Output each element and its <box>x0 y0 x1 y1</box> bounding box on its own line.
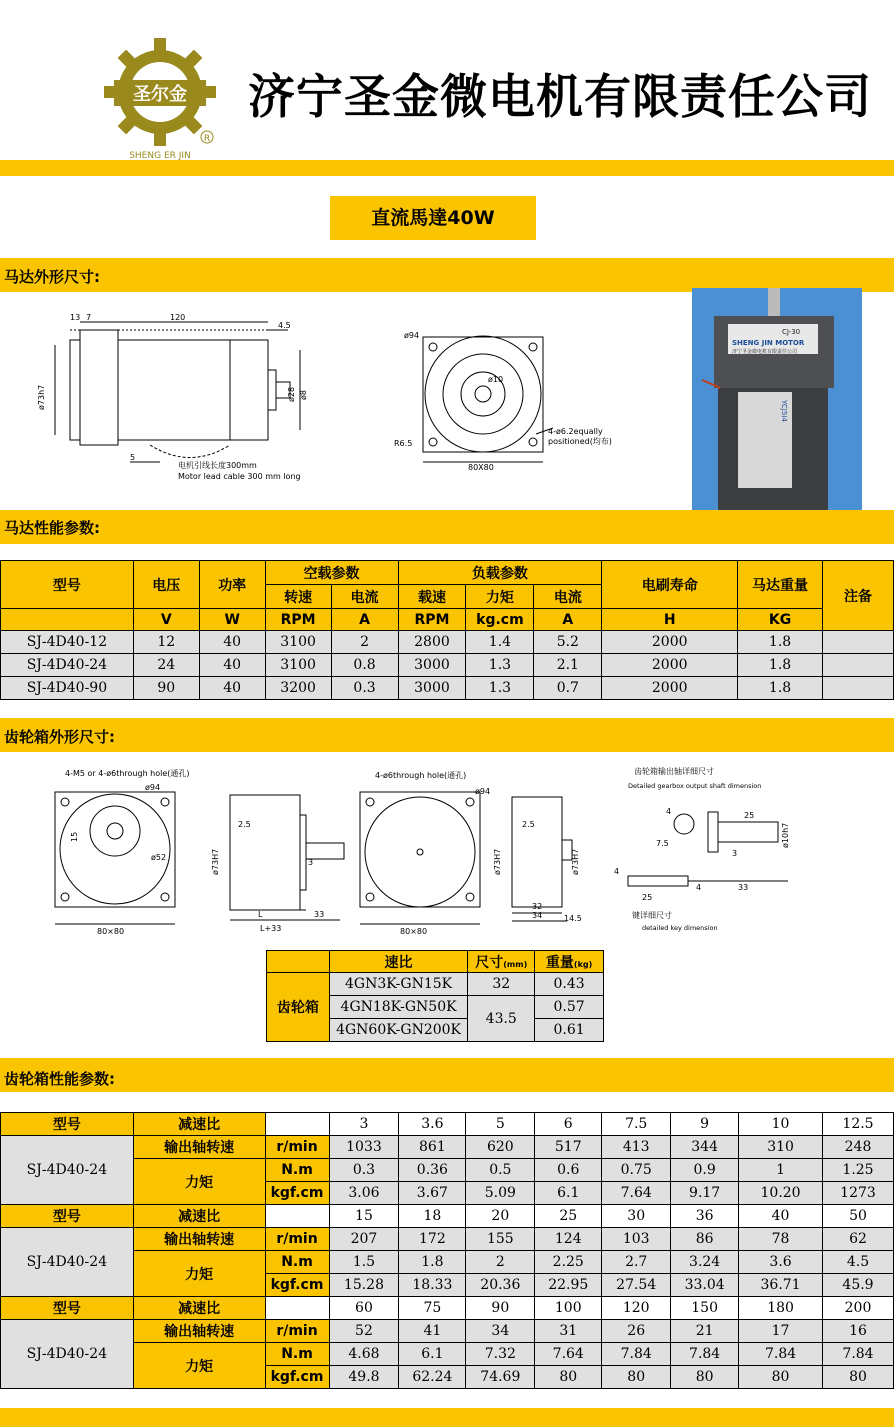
ratio-cell: 30 <box>602 1205 671 1228</box>
shaft-detail-drawing <box>608 764 798 936</box>
th-speed: 转速 <box>265 585 331 609</box>
unit-kgf: kgf.cm <box>265 1182 329 1205</box>
unit-cell: KG <box>738 609 823 631</box>
speed-cell: 861 <box>399 1136 466 1159</box>
dim-3-a: 3 <box>308 858 314 867</box>
label-torque: 力矩 <box>133 1251 265 1297</box>
table-row <box>1 1205 894 1228</box>
speed-cell: 413 <box>602 1136 671 1159</box>
torque-nm-cell: 7.84 <box>739 1343 823 1366</box>
dim-33-b: 33 <box>738 883 749 892</box>
size-80-a: 80×80 <box>97 927 125 936</box>
torque-kgf-cell: 7.64 <box>602 1182 671 1205</box>
ratio-cell: 9 <box>671 1113 739 1136</box>
torque-nm-cell: 2.7 <box>602 1251 671 1274</box>
dim-3-b: 3 <box>732 849 738 858</box>
label-speed: 输出轴转速 <box>133 1320 265 1343</box>
th-current: 电流 <box>331 585 398 609</box>
weight-cell: 0.57 <box>535 996 604 1019</box>
table-row: SJ-4D40-24 24 40 3100 0.8 3000 1.3 2.1 2000 1.8 <box>1 654 894 677</box>
photo-label: CJ-30 <box>782 328 801 336</box>
speed-cell: 52 <box>329 1320 399 1343</box>
torque-nm-cell: 0.75 <box>602 1159 671 1182</box>
table-row <box>1 1159 894 1182</box>
th-load-current: 电流 <box>534 585 602 609</box>
torque-kgf-cell: 3.06 <box>329 1182 399 1205</box>
speed-cell: 124 <box>535 1228 602 1251</box>
model-cell: SJ-4D40-24 <box>1 1228 134 1297</box>
dim-32: 32 <box>532 902 543 911</box>
photo-brand: SHENG JIN MOTOR <box>732 339 805 347</box>
weight-cell: 0.61 <box>535 1019 604 1042</box>
torque-kgf-cell: 9.17 <box>671 1182 739 1205</box>
speed-cell: 21 <box>671 1320 739 1343</box>
ratio-cell: 75 <box>399 1297 466 1320</box>
torque-kgf-cell: 33.04 <box>671 1274 739 1297</box>
section-title-motor-perf: 马达性能参数: <box>4 519 100 537</box>
torque-kgf-cell: 18.33 <box>399 1274 466 1297</box>
size-cell: 43.5 <box>468 996 535 1042</box>
dim-34: 34 <box>532 911 543 920</box>
row-label-gearbox: 齿轮箱 <box>267 973 330 1042</box>
speed-cell: 103 <box>602 1228 671 1251</box>
table-row <box>1 1297 894 1320</box>
table-row <box>1 1320 894 1343</box>
unit-cell: V <box>133 609 199 631</box>
unit-speed: r/min <box>265 1320 329 1343</box>
torque-nm-cell: 0.9 <box>671 1159 739 1182</box>
speed-cell: 41 <box>399 1320 466 1343</box>
ratio-cell: 18 <box>399 1205 466 1228</box>
gearbox-side-drawing-a <box>210 785 360 935</box>
torque-nm-cell: 0.36 <box>399 1159 466 1182</box>
divider-bar <box>0 160 894 176</box>
speed-cell: 34 <box>466 1320 535 1343</box>
section-title-gearbox-dims: 齿轮箱外形尺寸: <box>4 728 115 746</box>
label-torque: 力矩 <box>133 1159 265 1205</box>
ratio-cell: 4GN18K-GN50K <box>329 996 468 1019</box>
unit-cell: RPM <box>398 609 466 631</box>
ratio-cell: 100 <box>535 1297 602 1320</box>
product-title: 直流馬達40W <box>330 196 536 240</box>
detail-en: Detailed gearbox output shaft dimension <box>628 782 762 790</box>
dim-14.5: 14.5 <box>564 914 582 923</box>
weight-cell: 0.43 <box>535 973 604 996</box>
th-torque: 力矩 <box>466 585 534 609</box>
torque-nm-cell: 7.84 <box>671 1343 739 1366</box>
torque-nm-cell: 7.64 <box>535 1343 602 1366</box>
torque-nm-cell: 4.5 <box>823 1251 894 1274</box>
th-weight: 马达重量 <box>738 561 823 609</box>
torque-nm-cell: 2 <box>466 1251 535 1274</box>
ratio-cell: 3.6 <box>399 1113 466 1136</box>
th-load: 负载参数 <box>398 561 602 585</box>
ratio-cell: 12.5 <box>823 1113 894 1136</box>
ratio-cell: 90 <box>466 1297 535 1320</box>
gearbox-front-drawing-b <box>355 764 500 936</box>
torque-nm-cell: 3.24 <box>671 1251 739 1274</box>
th-note: 注备 <box>823 561 894 631</box>
key-title: 键详细尺寸 <box>632 911 672 920</box>
ratio-cell: 25 <box>535 1205 602 1228</box>
section-bar <box>0 718 894 752</box>
torque-kgf-cell: 80 <box>602 1366 671 1389</box>
speed-cell: 248 <box>823 1136 894 1159</box>
torque-nm-cell: 4.68 <box>329 1343 399 1366</box>
key-en: detailed key dimension <box>642 924 718 932</box>
speed-cell: 1033 <box>329 1136 399 1159</box>
ratio-cell: 15 <box>329 1205 399 1228</box>
th-power: 功率 <box>199 561 265 609</box>
section-bar <box>0 510 894 544</box>
torque-nm-cell: 2.25 <box>535 1251 602 1274</box>
torque-kgf-cell: 49.8 <box>329 1366 399 1389</box>
section-bar <box>0 1058 894 1092</box>
th-brush-life: 电刷寿命 <box>602 561 738 609</box>
torque-nm-cell: 3.6 <box>739 1251 823 1274</box>
motor-spec-table <box>0 560 894 700</box>
blank-cell <box>265 1205 329 1228</box>
th-no-load: 空载参数 <box>265 561 398 585</box>
label-model: 型号 <box>1 1297 134 1320</box>
torque-nm-cell: 6.1 <box>399 1343 466 1366</box>
table-row: SJ-4D40-12 12 40 3100 2 2800 1.4 5.2 2000 1.8 <box>1 631 894 654</box>
unit-blank <box>1 609 134 631</box>
label-model: 型号 <box>1 1205 134 1228</box>
ratio-cell: 120 <box>602 1297 671 1320</box>
logo-sub: SHENG ER JIN <box>129 151 191 160</box>
torque-nm-cell: 0.5 <box>466 1159 535 1182</box>
ratio-cell: 60 <box>329 1297 399 1320</box>
speed-cell: 78 <box>739 1228 823 1251</box>
blank-cell <box>265 1113 329 1136</box>
unit-nm: N.m <box>265 1251 329 1274</box>
torque-kgf-cell: 6.1 <box>535 1182 602 1205</box>
lead-en: Motor lead cable 300 mm long <box>178 472 301 481</box>
speed-cell: 31 <box>535 1320 602 1343</box>
ratio-cell: 200 <box>823 1297 894 1320</box>
ratio-cell: 4GN3K-GN15K <box>329 973 468 996</box>
th-voltage: 电压 <box>133 561 199 609</box>
gearbox-ratio-table <box>266 950 604 1042</box>
model-cell: SJ-4D40-24 <box>1 1320 134 1389</box>
dia-94-a: ø94 <box>145 783 161 792</box>
section-bar <box>0 258 894 292</box>
torque-nm-cell: 7.84 <box>602 1343 671 1366</box>
dim-5: 5 <box>130 453 136 462</box>
unit-cell: RPM <box>265 609 331 631</box>
table-row <box>1 1343 894 1366</box>
unit-nm: N.m <box>265 1343 329 1366</box>
dim-33-a: 33 <box>314 910 325 919</box>
dim-L33: L+33 <box>260 924 282 933</box>
torque-kgf-cell: 22.95 <box>535 1274 602 1297</box>
section-title-motor-dims: 马达外形尺寸: <box>4 268 100 286</box>
speed-cell: 62 <box>823 1228 894 1251</box>
lead-cn: 电机引线长度300mm <box>178 461 257 470</box>
torque-kgf-cell: 27.54 <box>602 1274 671 1297</box>
size-cell: 32 <box>468 973 535 996</box>
gearbox-front-drawing-a <box>35 764 195 936</box>
dim-4-c: 4 <box>696 883 702 892</box>
torque-kgf-cell: 10.20 <box>739 1182 823 1205</box>
gearbox-side-drawing-b <box>492 785 602 935</box>
label-ratio: 减速比 <box>133 1113 265 1136</box>
table-row: SJ-4D40-90 90 40 3200 0.3 3000 1.3 0.7 2000 1.8 <box>1 677 894 700</box>
torque-kgf-cell: 74.69 <box>466 1366 535 1389</box>
section-title-gearbox-perf: 齿轮箱性能参数: <box>4 1070 115 1088</box>
table-row <box>1 1228 894 1251</box>
torque-kgf-cell: 45.9 <box>823 1274 894 1297</box>
ratio-cell: 150 <box>671 1297 739 1320</box>
unit-cell: A <box>331 609 398 631</box>
unit-speed: r/min <box>265 1228 329 1251</box>
dia-10h7: ø10h7 <box>781 822 790 848</box>
blank-cell <box>265 1297 329 1320</box>
torque-nm-cell: 0.6 <box>535 1159 602 1182</box>
unit-cell: kg.cm <box>466 609 534 631</box>
unit-speed: r/min <box>265 1136 329 1159</box>
ratio-cell: 6 <box>535 1113 602 1136</box>
torque-nm-cell: 1 <box>739 1159 823 1182</box>
dia-52: ø52 <box>151 853 167 862</box>
speed-cell: 620 <box>466 1136 535 1159</box>
logo-text: 圣尔金 <box>133 84 187 105</box>
speed-cell: 517 <box>535 1136 602 1159</box>
motor-side-drawing <box>30 300 320 490</box>
speed-cell: 17 <box>739 1320 823 1343</box>
dia-28: ø28 <box>287 386 296 402</box>
ratio-cell: 10 <box>739 1113 823 1136</box>
torque-kgf-cell: 80 <box>535 1366 602 1389</box>
torque-kgf-cell: 80 <box>739 1366 823 1389</box>
unit-cell: H <box>602 609 738 631</box>
dim-2.5-b: 2.5 <box>522 820 535 829</box>
th-ratio: 速比 <box>329 951 468 973</box>
label-torque: 力矩 <box>133 1343 265 1389</box>
torque-kgf-cell: 5.09 <box>466 1182 535 1205</box>
table-row <box>1 1113 894 1136</box>
gearbox-perf-table <box>0 1112 894 1389</box>
size-80-b: 80×80 <box>400 927 428 936</box>
photo-model: YCJ5I4 <box>780 400 788 422</box>
label-speed: 输出轴转速 <box>133 1228 265 1251</box>
dia-73: ø73h7 <box>37 384 46 410</box>
table-row <box>1 1136 894 1159</box>
dim-4: 4 <box>666 807 672 816</box>
ratio-cell: 50 <box>823 1205 894 1228</box>
label-model: 型号 <box>1 1113 134 1136</box>
torque-nm-cell: 1.8 <box>399 1251 466 1274</box>
speed-cell: 310 <box>739 1136 823 1159</box>
speed-cell: 16 <box>823 1320 894 1343</box>
torque-kgf-cell: 20.36 <box>466 1274 535 1297</box>
ratio-cell: 3 <box>329 1113 399 1136</box>
label-ratio: 减速比 <box>133 1297 265 1320</box>
torque-kgf-cell: 1273 <box>823 1182 894 1205</box>
unit-kgf: kgf.cm <box>265 1366 329 1389</box>
unit-cell: A <box>534 609 602 631</box>
motor-photo <box>692 288 862 510</box>
torque-nm-cell: 1.5 <box>329 1251 399 1274</box>
th-model: 型号 <box>1 561 134 609</box>
ratio-cell: 5 <box>466 1113 535 1136</box>
torque-nm-cell: 7.84 <box>823 1343 894 1366</box>
motor-front-drawing <box>388 322 628 472</box>
torque-kgf-cell: 3.67 <box>399 1182 466 1205</box>
dim-7: 7 <box>86 313 92 322</box>
model-cell: SJ-4D40-24 <box>1 1136 134 1205</box>
footer-bar <box>0 1408 894 1427</box>
holes-a: 4-M5 or 4-ø6through hole(通孔) <box>65 769 190 778</box>
detail-title: 齿轮箱输出轴详细尺寸 <box>634 767 714 776</box>
page-header <box>0 0 894 160</box>
dim-120: 120 <box>170 313 186 322</box>
ratio-cell: 4GN60K-GN200K <box>329 1019 468 1042</box>
speed-cell: 172 <box>399 1228 466 1251</box>
ratio-cell: 7.5 <box>602 1113 671 1136</box>
dia-94-b: ø94 <box>475 787 491 796</box>
company-logo <box>100 34 220 160</box>
unit-cell: W <box>199 609 265 631</box>
dim-25-c: 25 <box>642 893 653 902</box>
torque-nm-cell: 1.25 <box>823 1159 894 1182</box>
svg-text:R: R <box>203 134 211 144</box>
th-blank <box>267 951 330 973</box>
speed-cell: 344 <box>671 1136 739 1159</box>
dim-4.5: 4.5 <box>278 321 291 330</box>
torque-kgf-cell: 15.28 <box>329 1274 399 1297</box>
dia-73-b: ø73H7 <box>493 848 502 875</box>
r-6.5: R6.5 <box>394 439 413 448</box>
ratio-cell: 20 <box>466 1205 535 1228</box>
speed-cell: 207 <box>329 1228 399 1251</box>
th-load-speed: 载速 <box>398 585 466 609</box>
dia-73-b2: ø73H7 <box>571 848 580 875</box>
speed-cell: 86 <box>671 1228 739 1251</box>
dim-15: 15 <box>70 831 79 842</box>
dia-8: ø8 <box>299 390 308 400</box>
speed-cell: 155 <box>466 1228 535 1251</box>
torque-kgf-cell: 36.71 <box>739 1274 823 1297</box>
torque-nm-cell: 0.3 <box>329 1159 399 1182</box>
unit-nm: N.m <box>265 1159 329 1182</box>
torque-kgf-cell: 80 <box>823 1366 894 1389</box>
dim-4-b: 4 <box>614 867 620 876</box>
table-row <box>1 1251 894 1274</box>
holes-note: 4-ø6.2equally <box>548 427 603 436</box>
photo-maker: 济宁圣金微电机有限责任公司 <box>732 349 798 355</box>
ratio-cell: 40 <box>739 1205 823 1228</box>
dim-13: 13 <box>70 313 81 322</box>
dia-10: ø10 <box>488 375 504 384</box>
dia-73-a: ø73H7 <box>211 848 220 875</box>
th-weight: 重量(kg) <box>535 951 604 973</box>
speed-cell: 26 <box>602 1320 671 1343</box>
ratio-cell: 180 <box>739 1297 823 1320</box>
holes-note-2: positioned(均布) <box>548 437 612 446</box>
dia-94-front: ø94 <box>404 331 420 340</box>
dim-2.5-a: 2.5 <box>238 820 251 829</box>
label-ratio: 减速比 <box>133 1205 265 1228</box>
th-size: 尺寸(mm) <box>468 951 535 973</box>
ratio-cell: 36 <box>671 1205 739 1228</box>
torque-kgf-cell: 62.24 <box>399 1366 466 1389</box>
dim-7.5: 7.5 <box>656 839 669 848</box>
torque-kgf-cell: 80 <box>671 1366 739 1389</box>
holes-b: 4-ø6through hole(通孔) <box>375 771 467 780</box>
size-80x80: 80X80 <box>468 463 494 472</box>
torque-nm-cell: 7.32 <box>466 1343 535 1366</box>
dim-25: 25 <box>744 811 755 820</box>
label-speed: 输出轴转速 <box>133 1136 265 1159</box>
company-name: 济宁圣金微电机有限责任公司 <box>248 70 872 125</box>
dim-L: L <box>258 910 263 919</box>
unit-kgf: kgf.cm <box>265 1274 329 1297</box>
